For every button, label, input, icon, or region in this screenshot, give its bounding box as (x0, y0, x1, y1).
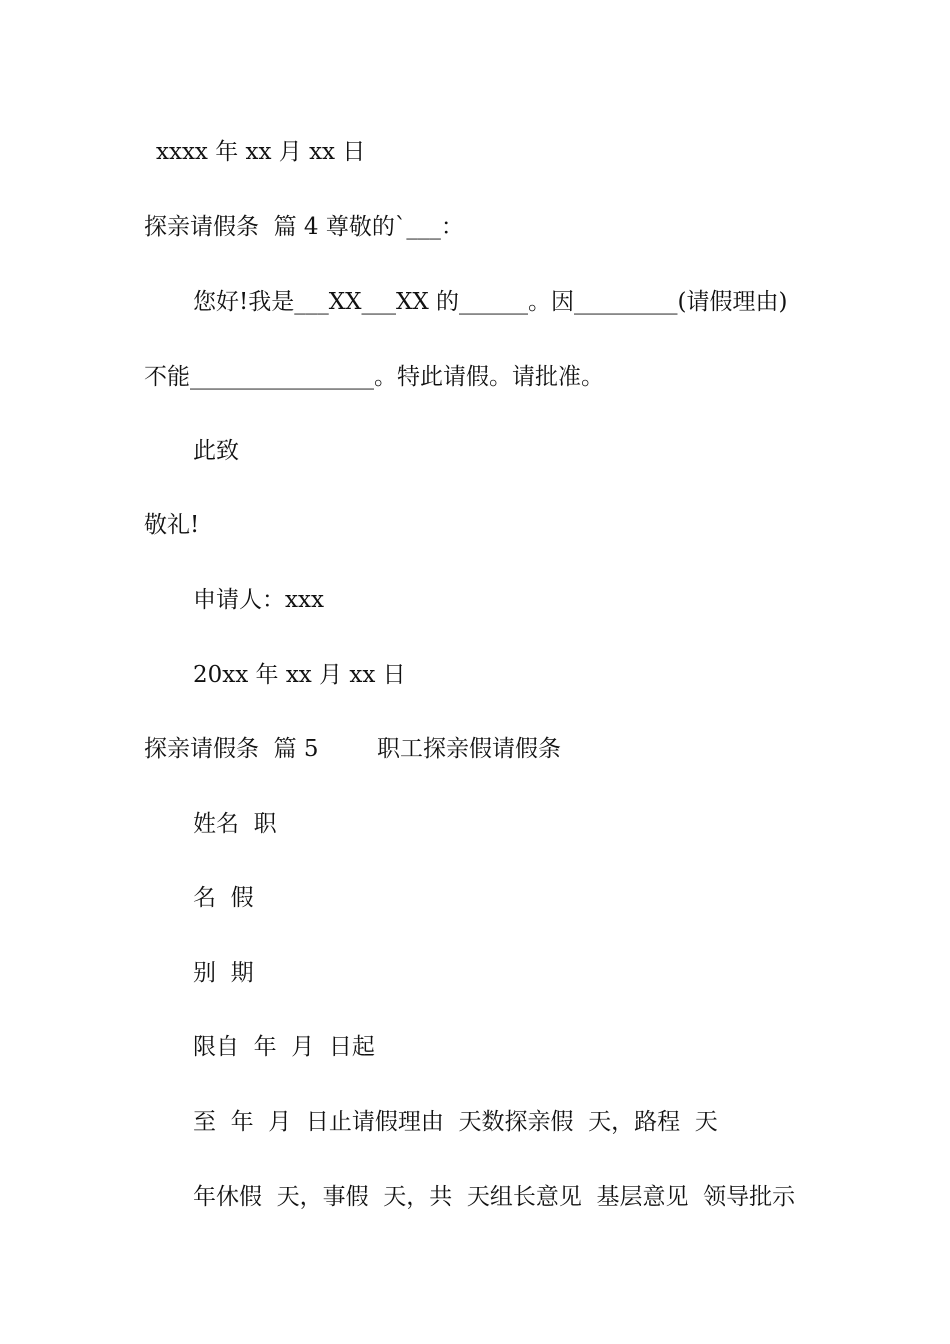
date-line: xxxx 年 xx 月 xx 日 (156, 139, 366, 165)
form-line-start-date: 限自 年 月 日起 (193, 1034, 375, 1060)
body-paragraph-line-1: 您好!我是___XX___XX 的______。因_________(请假理由) (193, 289, 788, 315)
form-line-leave-summary: 年休假 天，事假 天，共 天组长意见 基层意见 领导批示 (193, 1184, 796, 1210)
regards-line: 敬礼! (144, 512, 200, 538)
form-line-2: 名 假 (193, 885, 254, 911)
section-4-heading-salutation: 探亲请假条 篇 4 尊敬的`___： (144, 214, 464, 240)
applicant-line: 申请人：xxx (193, 587, 324, 613)
signature-date-line: 20xx 年 xx 月 xx 日 (193, 662, 406, 688)
body-paragraph-line-2: 不能________________。特此请假。请批准。 (144, 364, 604, 390)
form-line-3: 别 期 (193, 960, 254, 986)
form-line-end-date-reason: 至 年 月 日止请假理由 天数探亲假 天，路程 天 (193, 1109, 718, 1135)
closing-line: 此致 (193, 438, 239, 464)
form-line-name-title: 姓名 职 (193, 811, 277, 837)
section-5-heading: 探亲请假条 篇 5 职工探亲假请假条 (144, 736, 562, 762)
